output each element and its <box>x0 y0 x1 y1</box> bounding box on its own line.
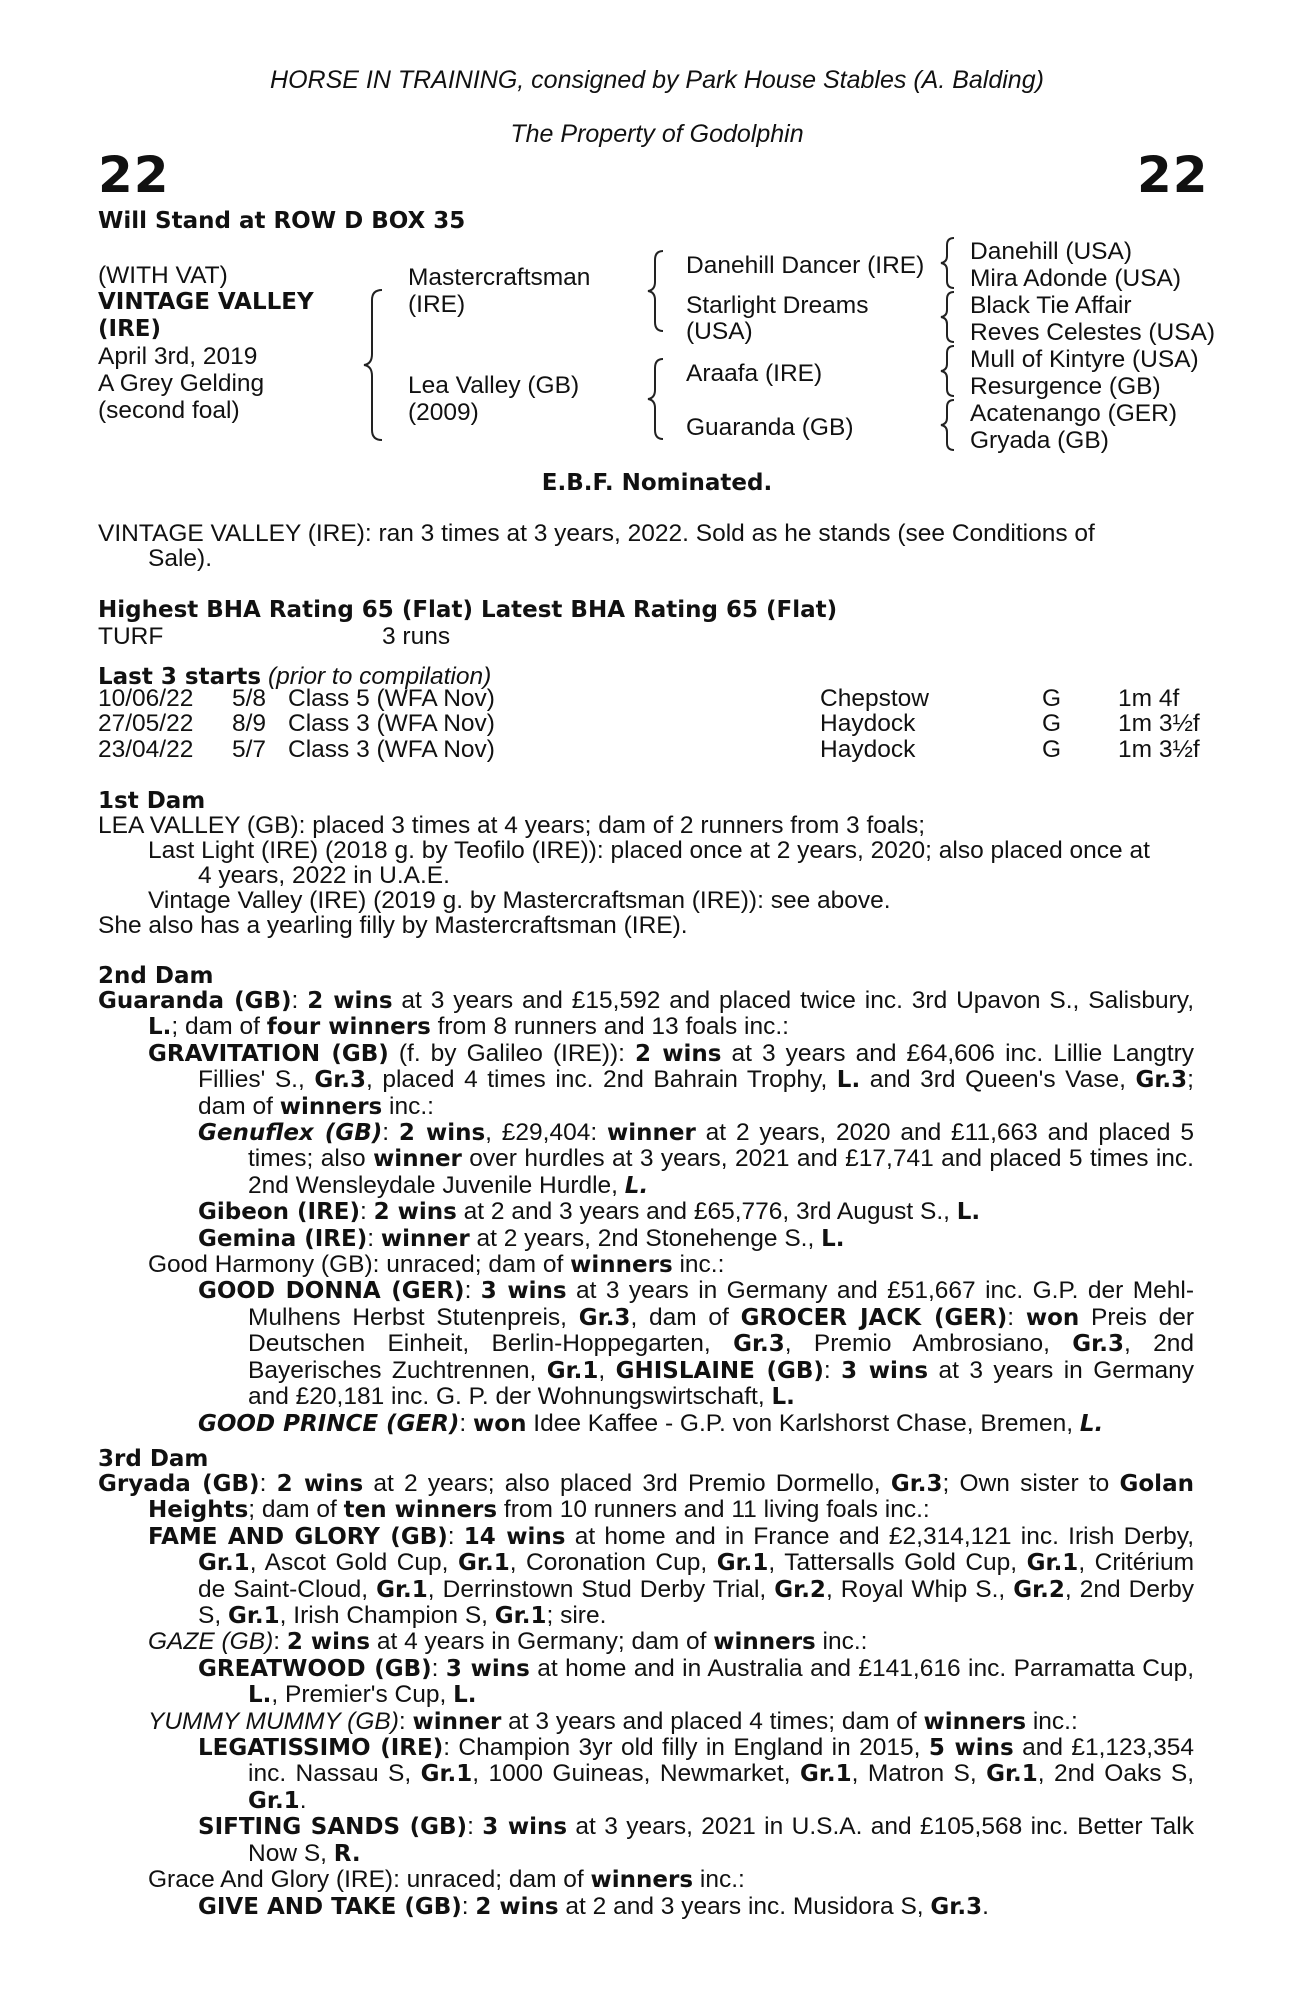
ancestor-dss: Mull of Kintyre (USA) <box>970 346 1199 373</box>
ancestor-dds: Acatenango (GER) <box>970 400 1177 427</box>
second-dam-text: Guaranda (GB): 2 wins at 3 years and £15,592 and placed twice inc. 3rd Upavon S., Salisbury, L.; dam of four winners from 8 runners and 13 foals inc.: GRAVITATION (GB) (f. by Galileo (IRE)): 2 wins at 3 years and £64,606 inc. Lillie Langtry Fillies' S., Gr.3, placed 4 times inc. 2nd Bahrain Trophy, L. and 3rd Queen's Vase, Gr.3; dam of winners inc.: Genuflex (GB): 2 wins, £29,404: winner at 2 years, 2020 and £11,663 and placed 5 times; also winner over hurdles at 3 years, 2021 and £17,741 and placed 5 times inc. 2nd Wensleydale Juvenile Hurdle, L. Gibeon (IRE): 2 wins at 2 and 3 years and £65,776, 3rd August S., L. Gemina (IRE): winner at 2 years, 2nd Stonehenge S., L. Good Harmony (GB): unraced; dam of winners inc.: GOOD DONNA (GER): 3 wins at 3 years in Germany and £51,667 inc. G.P. der Mehl-Mulhens Herbst Stutenpreis, Gr.3, dam of GROCER JACK (GER): won Preis der Deutschen Einheit, Berlin-Hoppegarten, Gr.3, Premio Ambrosiano, Gr.3, 2nd Bayerisches Zuchtrennen, Gr.1, GHISLAINE (GB): 3 wins at 3 years in Germany and £20,181 inc. G. P. der Wohnungswirtschaft, L. GOOD PRINCE (GER): won Idee Kaffee - G.P. von Karlshorst Chase, Bremen, L. <box>98 987 1195 1437</box>
first-dam-line: LEA VALLEY (GB): placed 3 times at 4 years; dam of 2 runners from 3 foals; <box>98 812 926 839</box>
pedigree-brace-g3 <box>938 344 960 398</box>
pedigree-brace-dam <box>645 356 669 442</box>
dam-dam: Guaranda (GB) <box>686 414 854 441</box>
horse-name: VINTAGE VALLEY <box>98 289 314 315</box>
sire-name: Mastercraftsman <box>408 264 591 291</box>
table-row: 27/05/22 8/9 Class 3 (WFA Nov) Haydock G 1m 3½f <box>98 710 1200 738</box>
dam-sire: Araafa (IRE) <box>686 360 823 387</box>
stand-location: Will Stand at ROW D BOX 35 <box>98 208 466 234</box>
sire-country: (IRE) <box>408 291 466 318</box>
ancestor-dsd: Resurgence (GB) <box>970 373 1161 400</box>
sire-dam: Starlight Dreams <box>686 292 869 319</box>
pedigree-brace-g2 <box>938 290 960 344</box>
first-dam-line: 4 years, 2022 in U.A.E. <box>198 862 450 889</box>
lot-number-left: 22 <box>98 146 170 204</box>
second-dam-heading: 2nd Dam <box>98 963 214 989</box>
horse-country: (IRE) <box>98 316 162 342</box>
foaling-date: April 3rd, 2019 <box>98 343 258 370</box>
race-summary-line2: Sale). <box>148 545 213 572</box>
last-starts-heading: Last 3 starts (prior to compilation) <box>98 663 492 690</box>
pedigree-brace-g1 <box>938 236 960 290</box>
dam-name: Lea Valley (GB) <box>408 372 580 399</box>
foal-number: (second foal) <box>98 397 240 424</box>
bha-rating: Highest BHA Rating 65 (Flat) Latest BHA Rating 65 (Flat) <box>98 597 838 623</box>
surface-label: TURF <box>98 623 164 650</box>
ancestor-sss: Danehill (USA) <box>970 238 1133 265</box>
first-dam-line: Last Light (IRE) (2018 g. by Teofilo (IRE)): placed once at 2 years, 2020; also placed once at <box>148 837 1150 864</box>
table-row: 23/04/22 5/7 Class 3 (WFA Nov) Haydock G 1m 3½f <box>98 735 1200 763</box>
ancestor-ddd: Gryada (GB) <box>970 427 1109 454</box>
lot-number-right: 22 <box>1137 146 1209 204</box>
ancestor-ssd: Mira Adonde (USA) <box>970 265 1182 292</box>
first-dam-line: Vintage Valley (IRE) (2019 g. by Mastercraftsman (IRE)): see above. <box>148 887 891 914</box>
consignor-line: HORSE IN TRAINING, consigned by Park House Stables (A. Balding) <box>270 66 1044 94</box>
dam-year: (2009) <box>408 399 479 426</box>
pedigree-brace-sire <box>645 248 669 334</box>
property-line: The Property of Godolphin <box>510 120 804 148</box>
ancestor-sdd: Reves Celestes (USA) <box>970 319 1216 346</box>
third-dam-heading: 3rd Dam <box>98 1446 209 1472</box>
pedigree-brace-g4 <box>938 398 960 452</box>
sire-dam-country: (USA) <box>686 318 753 345</box>
sire-sire: Danehill Dancer (IRE) <box>686 252 925 279</box>
vat-status: (WITH VAT) <box>98 262 228 289</box>
first-dam-heading: 1st Dam <box>98 788 206 814</box>
ebf-nominated: E.B.F. Nominated. <box>541 470 773 496</box>
race-summary-line1: VINTAGE VALLEY (IRE): ran 3 times at 3 years, 2022. Sold as he stands (see Conditions of <box>98 520 1095 547</box>
pedigree-brace-sire-dam <box>360 286 390 444</box>
last-starts-table <box>98 686 1200 762</box>
first-dam-line: She also has a yearling filly by Mastercraftsman (IRE). <box>98 912 688 939</box>
horse-description: A Grey Gelding <box>98 370 265 397</box>
surface-runs: 3 runs <box>382 623 451 650</box>
ancestor-sds: Black Tie Affair <box>970 292 1132 319</box>
table-row: 10/06/22 5/8 Class 5 (WFA Nov) Chepstow G 1m 4f <box>98 685 1180 712</box>
third-dam-text: Gryada (GB): 2 wins at 2 years; also placed 3rd Premio Dormello, Gr.3; Own sister to Golan Heights; dam of ten winners from 10 runners and 11 living foals inc.: FAME AND GLORY (GB): 14 wins at home and in France and £2,314,121 inc. Irish Derby, Gr.1, Ascot Gold Cup, Gr.1, Coronation Cup, Gr.1, Tattersalls Gold Cup, Gr.1, Critérium de Saint-Cloud, Gr.1, Derrinstown Stud Derby Trial, Gr.2, Royal Whip S., Gr.2, 2nd Derby S, Gr.1, Irish Champion S, Gr.1; sire. GAZE (GB): 2 wins at 4 years in Germany; dam of winners inc.: GREATWOOD (GB): 3 wins at home and in Australia and £141,616 inc. Parramatta Cup, L., Premier's Cup, L. YUMMY MUMMY (GB): winner at 3 years and placed 4 times; dam of winners inc.: LEGATISSIMO (IRE): Champion 3yr old filly in England in 2015, 5 wins and £1,123,354 inc. Nassau S, Gr.1, 1000 Guineas, Newmarket, Gr.1, Matron S, Gr.1, 2nd Oaks S, Gr.1. SIFTING SANDS (GB): 3 wins at 3 years, 2021 in U.S.A. and £105,568 inc. Better Talk Now S, R. Grace And Glory (IRE): unraced; dam of winners inc.: GIVE AND TAKE (GB): 2 wins at 2 and 3 years inc. Musidora S, Gr.3. <box>98 1470 1195 1920</box>
